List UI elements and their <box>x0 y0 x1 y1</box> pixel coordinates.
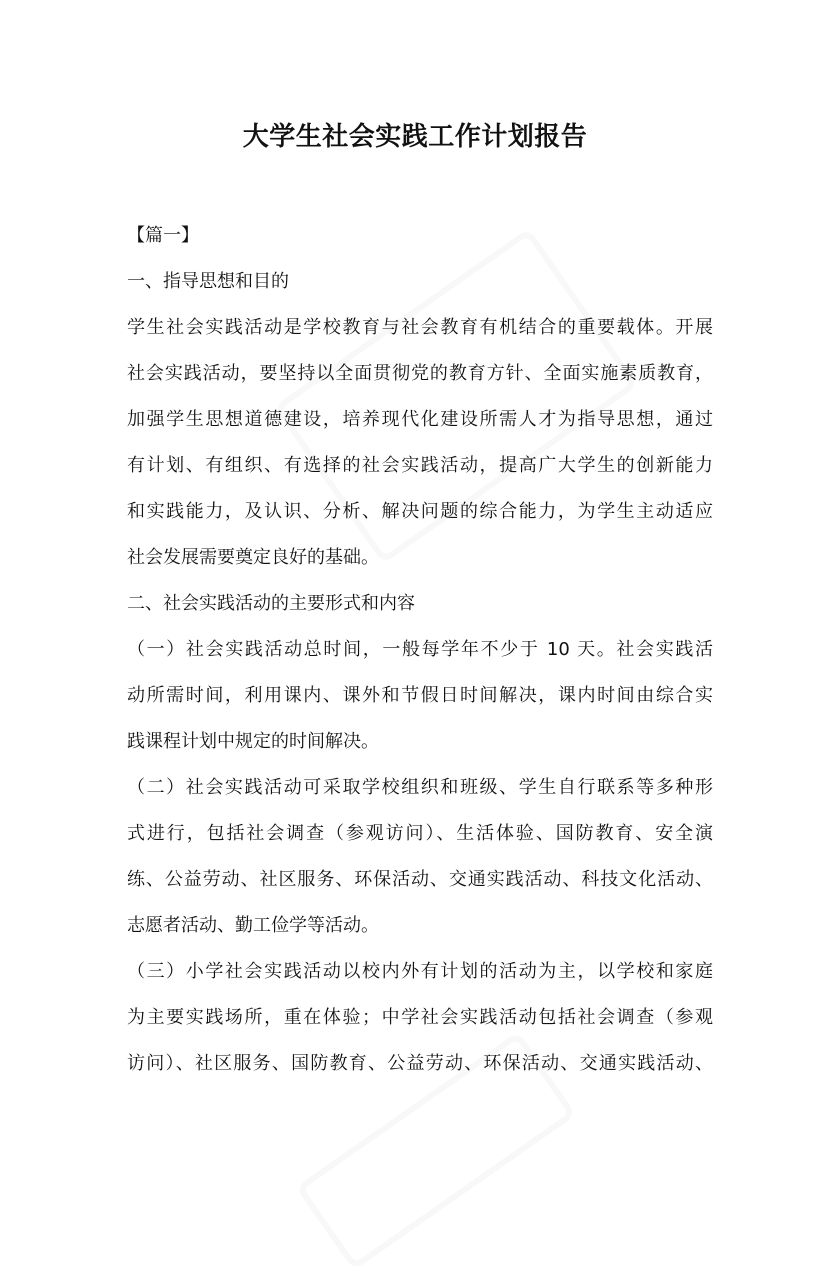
paragraph-line: 练、公益劳动、社区服务、环保活动、交通实践活动、科技文化活动、 <box>127 869 713 890</box>
paragraph-line: 访问）、社区服务、国防教育、公益劳动、环保活动、交通实践活动、 <box>127 1053 713 1074</box>
paragraph-line: 为主要实践场所，重在体验；中学社会实践活动包括社会调查（参观 <box>127 1007 713 1028</box>
page-title: 大学生社会实践工作计划报告 <box>242 122 588 152</box>
paragraph-line: 学生社会实践活动是学校教育与社会教育有机结合的重要载体。开展 <box>127 317 713 338</box>
paragraph-line: 志愿者活动、勤工俭学等活动。 <box>127 915 379 936</box>
paragraph-line: （三）小学社会实践活动以校内外有计划的活动为主，以学校和家庭 <box>127 961 713 982</box>
section-marker: 【篇一】 <box>127 225 199 246</box>
document-body <box>127 213 713 1087</box>
paragraph-line: 社会发展需要奠定良好的基础。 <box>127 547 379 568</box>
paragraph-line: 践课程计划中规定的时间解决。 <box>127 731 379 752</box>
paragraph-line: （一）社会实践活动总时间，一般每学年不少于 10 天。社会实践活 <box>127 639 713 660</box>
paragraph-line: 有计划、有组织、有选择的社会实践活动，提高广大学生的创新能力 <box>127 455 713 476</box>
paragraph-line: 社会实践活动，要坚持以全面贯彻党的教育方针、全面实施素质教育， <box>127 363 713 384</box>
paragraph-line: 动所需时间，利用课内、课外和节假日时间解决，课内时间由综合实 <box>127 685 713 706</box>
paragraph-line: 式进行，包括社会调查（参观访问）、生活体验、国防教育、安全演 <box>127 823 713 844</box>
paragraph-line: 和实践能力，及认识、分析、解决问题的综合能力，为学生主动适应 <box>127 501 713 522</box>
section-heading: 二、社会实践活动的主要形式和内容 <box>127 593 415 614</box>
section-heading: 一、指导思想和目的 <box>127 271 289 292</box>
paragraph-line: （二）社会实践活动可采取学校组织和班级、学生自行联系等多种形 <box>127 777 713 798</box>
paragraph-line: 加强学生思想道德建设，培养现代化建设所需人才为指导思想，通过 <box>127 409 713 430</box>
